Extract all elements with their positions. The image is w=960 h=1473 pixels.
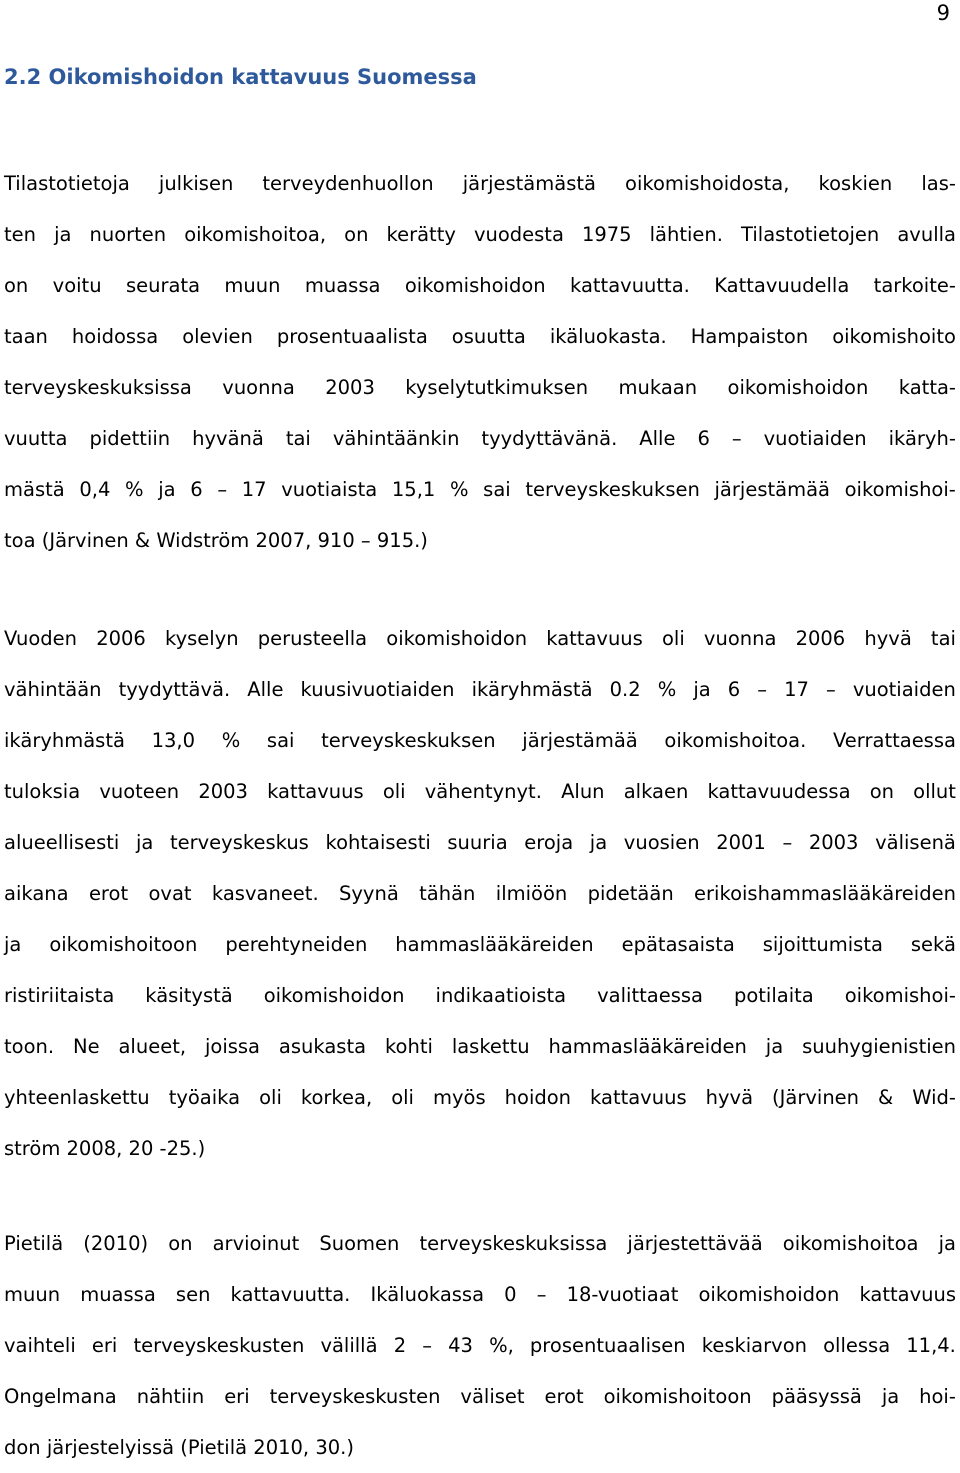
word: 18-vuotiaat [566, 1283, 679, 1306]
word: nuorten [89, 223, 167, 246]
word: – [782, 831, 793, 854]
paragraph-pietila-2010 [4, 1218, 956, 1473]
word: osuutta [451, 325, 526, 348]
word: on [168, 1232, 193, 1255]
word: vuosien [623, 831, 700, 854]
word: vuotiaista [281, 478, 378, 501]
word: väliset [460, 1385, 525, 1408]
word: kattavuudessa [707, 780, 851, 803]
paragraph-survey-2006 [4, 613, 956, 1174]
word: erot [544, 1385, 584, 1408]
word: oli [259, 1086, 282, 1109]
word: eroja [524, 831, 574, 854]
word: % [449, 478, 469, 501]
text-line: toa (Järvinen & Widström 2007, 910 – 915.) [4, 529, 428, 552]
word: 0.2 [609, 678, 641, 701]
word: oli [661, 627, 685, 650]
word: kasvaneet. [211, 882, 319, 905]
word: alueet, [118, 1035, 187, 1058]
word: ja [158, 478, 176, 501]
word: 17 [241, 478, 267, 501]
word: sai [483, 478, 511, 501]
word: tähän [419, 882, 476, 905]
word: 2003 [325, 376, 375, 399]
word: perehtyneiden [225, 933, 368, 956]
word: kattavuus [267, 780, 364, 803]
word: eri [224, 1385, 250, 1408]
word: epätasaista [621, 933, 735, 956]
text-line [4, 664, 956, 715]
word: lähtien. [649, 223, 723, 246]
word: Tilastotietoja [4, 172, 130, 195]
word: 2001 [716, 831, 766, 854]
word: oikomishoitoa. [664, 729, 807, 752]
word: on [344, 223, 369, 246]
word: Verrattaessa [832, 729, 956, 752]
word: seurata [125, 274, 201, 297]
text-line [4, 817, 956, 868]
word: vuotiaiden [763, 427, 867, 450]
word: avulla [897, 223, 956, 246]
word: hammaslääkäreiden [395, 933, 594, 956]
word: las- [921, 172, 956, 195]
word: terveyskeskuksen [525, 478, 700, 501]
word: 13,0 [151, 729, 196, 752]
word: Ne [72, 1035, 100, 1058]
text-line: don järjestelyissä (Pietilä 2010, 30.) [4, 1436, 354, 1459]
word: ja [54, 223, 72, 246]
word: 0,4 [79, 478, 111, 501]
text-line [4, 413, 956, 464]
word: vähintään [4, 678, 102, 701]
word: ja [135, 831, 154, 854]
word: sai [266, 729, 295, 752]
word: on [869, 780, 894, 803]
word: 6 [697, 427, 710, 450]
word: ikäluokasta. [549, 325, 667, 348]
word: %, [489, 1334, 514, 1357]
word: järjestämää [522, 729, 638, 752]
word: alueellisesti [4, 831, 120, 854]
word: kattavuus [546, 627, 643, 650]
word: kuusivuotiaiden [300, 678, 455, 701]
word: tarkoite- [873, 274, 956, 297]
word: vaihteli [4, 1334, 76, 1357]
word: ristiriitaista [4, 984, 115, 1007]
word: eri [91, 1334, 118, 1357]
word: tai [930, 627, 956, 650]
word: vähintäänkin [332, 427, 460, 450]
word: Kattavuudella [714, 274, 850, 297]
word: perusteella [257, 627, 368, 650]
word: ilmiöön [495, 882, 568, 905]
word: välillä [320, 1334, 378, 1357]
word: joissa [204, 1035, 261, 1058]
text-line [4, 362, 956, 413]
word: alkaen [623, 780, 689, 803]
word: sen [175, 1283, 211, 1306]
word: terveyskeskuksissa [4, 376, 192, 399]
word: 17 [784, 678, 809, 701]
word: oikomishoi- [844, 984, 956, 1007]
text-line [4, 613, 956, 664]
word: suuhygienistien [802, 1035, 956, 1058]
word: Syynä [339, 882, 399, 905]
word: 1975 [581, 223, 632, 246]
word: Wid- [912, 1086, 956, 1109]
word: kerätty [386, 223, 456, 246]
word: muassa [304, 274, 381, 297]
word: Ikäluokassa [370, 1283, 485, 1306]
word: oikomishoitoon [49, 933, 198, 956]
word: % [221, 729, 241, 752]
word: taan [4, 325, 48, 348]
word: muun [4, 1283, 61, 1306]
word: koskien [818, 172, 893, 195]
word: prosentuaalisen [529, 1334, 686, 1357]
word: on [4, 274, 29, 297]
word: – [757, 678, 768, 701]
text-line: ström 2008, 20 -25.) [4, 1137, 206, 1160]
word: laskettu [451, 1035, 530, 1058]
word: ikäryhmästä [4, 729, 125, 752]
word: 2 [393, 1334, 407, 1357]
word: 2003 [808, 831, 859, 854]
text-line [4, 1371, 956, 1422]
word: mästä [4, 478, 65, 501]
word: olevien [182, 325, 253, 348]
word: – [422, 1334, 432, 1357]
word: kyselytutkimuksen [405, 376, 589, 399]
word: 0 [504, 1283, 517, 1306]
word: korkea, [300, 1086, 373, 1109]
word: pääsyssä [771, 1385, 862, 1408]
word: Alun [561, 780, 605, 803]
word: (Järvinen [772, 1086, 860, 1109]
word: tyydyttävä. [118, 678, 231, 701]
word: terveyskeskusten [133, 1334, 305, 1357]
word: ja [938, 1232, 956, 1255]
word: arvioinut [212, 1232, 300, 1255]
page-number: 9 [936, 1, 950, 25]
word: kattavuus [859, 1283, 956, 1306]
word: vuodesta [473, 223, 564, 246]
word: terveyskeskus [169, 831, 309, 854]
text-line [4, 1218, 956, 1269]
word: hoidon [504, 1086, 572, 1109]
word: Tilastotietojen [741, 223, 880, 246]
word: oikomishoidon [263, 984, 405, 1007]
word: terveyskeskusten [269, 1385, 441, 1408]
word: kattavuus [590, 1086, 687, 1109]
word: yhteenlaskettu [4, 1086, 150, 1109]
word: nähtiin [136, 1385, 205, 1408]
word: asukasta [278, 1035, 367, 1058]
word: oikomishoitoa, [184, 223, 327, 246]
word: järjestettävää [627, 1232, 763, 1255]
word: järjestämästä [462, 172, 596, 195]
word: ollut [913, 780, 956, 803]
word: myös [433, 1086, 486, 1109]
word: sekä [910, 933, 956, 956]
word: hyvä [705, 1086, 754, 1109]
word: (2010) [83, 1232, 149, 1255]
paragraph-coverage-statistics [4, 158, 956, 566]
word: erikoishammaslääkäreiden [694, 882, 956, 905]
word: terveyskeskuksen [321, 729, 496, 752]
word: Pietilä [4, 1232, 64, 1255]
word: oli [391, 1086, 414, 1109]
word: vuutta [4, 427, 68, 450]
word: terveyskeskuksissa [419, 1232, 608, 1255]
word: vuonna [703, 627, 777, 650]
word: oikomishoitoon [603, 1385, 752, 1408]
word: 2003 [198, 780, 248, 803]
word: Hampaiston [690, 325, 809, 348]
word: % [125, 478, 144, 501]
word: katta- [898, 376, 956, 399]
word: – [826, 678, 836, 701]
text-line [4, 1021, 956, 1072]
word: hyvä [864, 627, 912, 650]
word: hyvänä [192, 427, 264, 450]
word: 6 [727, 678, 741, 701]
word: ovat [148, 882, 192, 905]
text-line [4, 1072, 956, 1123]
word: prosentuaalista [276, 325, 428, 348]
word: indikaatioista [435, 984, 567, 1007]
word: – [536, 1283, 547, 1306]
word: oikomishoidon [698, 1283, 840, 1306]
word: Alle [639, 427, 676, 450]
text-line [4, 766, 956, 817]
word: Alle [247, 678, 284, 701]
word: välisenä [875, 831, 956, 854]
word: tyydyttävänä. [481, 427, 618, 450]
text-line [4, 209, 956, 260]
word: julkisen [158, 172, 234, 195]
word: 6 [190, 478, 203, 501]
word: muassa [80, 1283, 156, 1306]
word: oli [382, 780, 406, 803]
word: ja [693, 678, 711, 701]
word: terveydenhuollon [262, 172, 434, 195]
word: ja [765, 1035, 784, 1058]
word: hammaslääkäreiden [548, 1035, 747, 1058]
text-line [4, 311, 956, 362]
word: mukaan [618, 376, 698, 399]
word: & [878, 1086, 894, 1109]
text-line [4, 868, 956, 919]
word: pidetään [587, 882, 674, 905]
word: kohti [384, 1035, 433, 1058]
word: vuotiaiden [852, 678, 956, 701]
word: pidettiin [89, 427, 171, 450]
word: erot [88, 882, 129, 905]
word: vähentynyt. [424, 780, 542, 803]
word: keskiarvon [701, 1334, 807, 1357]
word: muun [224, 274, 281, 297]
word: ja [881, 1385, 900, 1408]
word: voitu [52, 274, 102, 297]
word: kattavuutta. [230, 1283, 351, 1306]
word: ja [4, 933, 22, 956]
word: järjestämää [714, 478, 830, 501]
word: kyselyn [165, 627, 239, 650]
word: kattavuutta. [570, 274, 690, 297]
word: Ongelmana [4, 1385, 117, 1408]
section-heading: 2.2 Oikomishoidon kattavuus Suomessa [4, 65, 477, 89]
text-line [4, 260, 956, 311]
text-line [4, 919, 956, 970]
word: kohtaisesti [325, 831, 431, 854]
word: – [217, 478, 228, 501]
word: oikomishoidon [386, 627, 528, 650]
word: 11,4. [906, 1334, 956, 1357]
text-line [4, 715, 956, 766]
word: oikomishoitoa [782, 1232, 919, 1255]
word: Suomen [319, 1232, 400, 1255]
word: tuloksia [4, 780, 81, 803]
word: sijoittumista [762, 933, 883, 956]
word: oikomishoito [832, 325, 956, 348]
word: hoi- [919, 1385, 956, 1408]
word: % [657, 678, 677, 701]
word: hoidossa [71, 325, 159, 348]
word: valittaessa [597, 984, 703, 1007]
word: vuoteen [99, 780, 180, 803]
word: – [731, 427, 742, 450]
word: 2006 [96, 627, 146, 650]
word: ikäryhmästä [471, 678, 593, 701]
word: oikomishoidosta, [625, 172, 790, 195]
text-line [4, 1269, 956, 1320]
word: 15,1 [391, 478, 436, 501]
text-line [4, 464, 956, 515]
word: vuonna [222, 376, 295, 399]
word: aikana [4, 882, 69, 905]
word: toon. [4, 1035, 55, 1058]
text-line [4, 158, 956, 209]
word: Vuoden [4, 627, 78, 650]
text-line [4, 1320, 956, 1371]
word: suuria [447, 831, 508, 854]
word: ja [589, 831, 608, 854]
word: ten [4, 223, 37, 246]
word: 2006 [795, 627, 846, 650]
word: oikomishoidon [404, 274, 546, 297]
word: oikomishoi- [844, 478, 956, 501]
text-line [4, 970, 956, 1021]
word: 43 [448, 1334, 473, 1357]
word: työaika [168, 1086, 241, 1109]
word: ollessa [823, 1334, 891, 1357]
word: oikomishoidon [727, 376, 869, 399]
word: ikäryh- [888, 427, 956, 450]
word: tai [285, 427, 311, 450]
word: käsitystä [145, 984, 233, 1007]
word: potilaita [733, 984, 814, 1007]
